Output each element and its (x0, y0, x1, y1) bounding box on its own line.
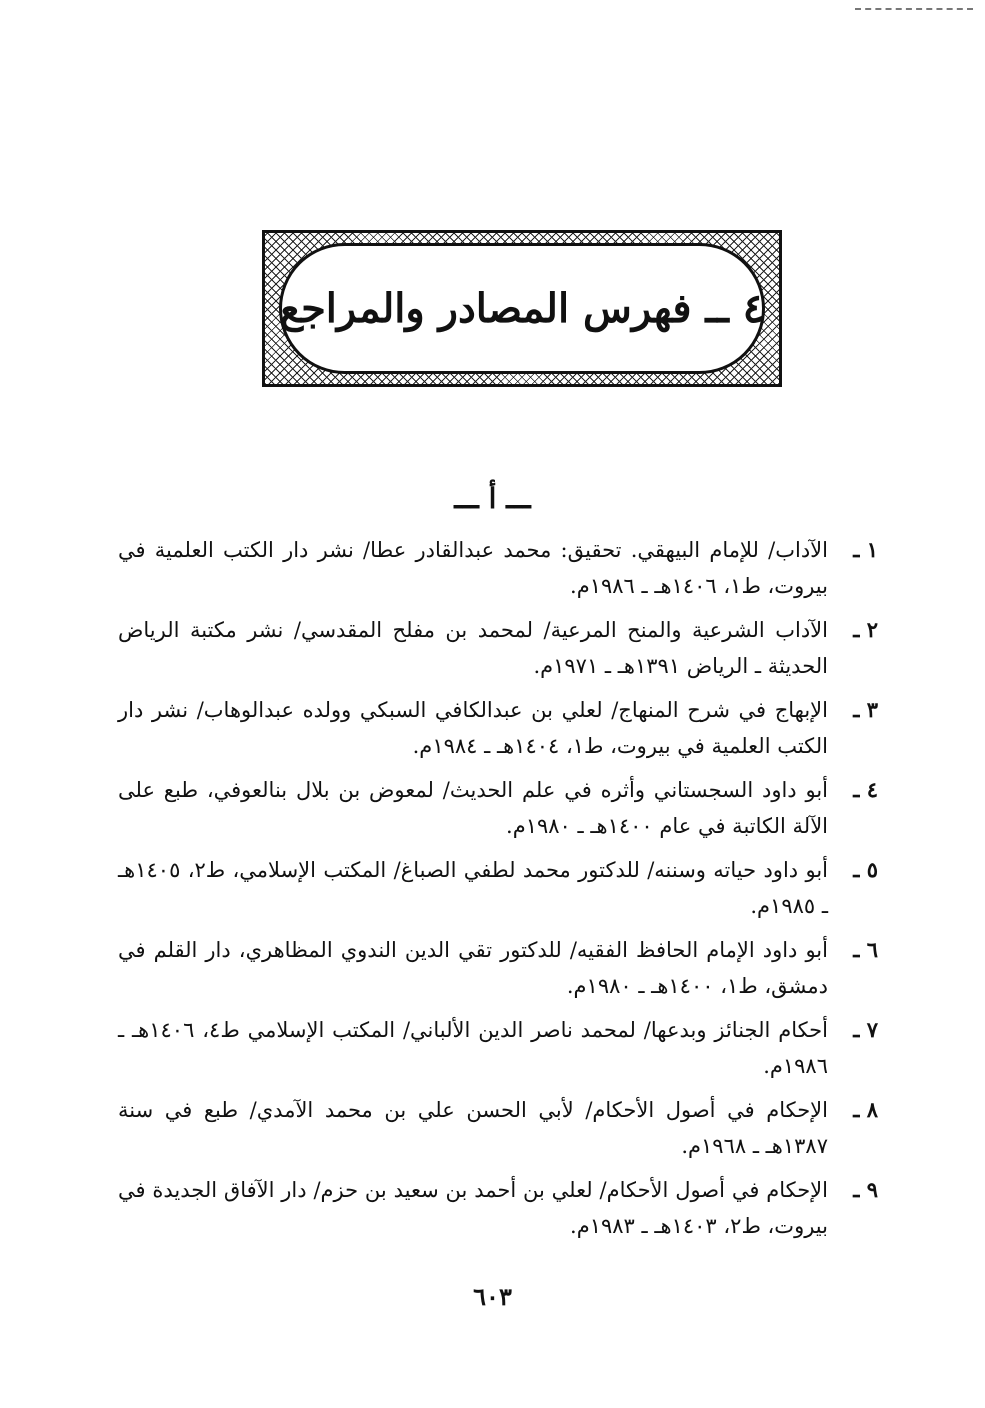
page-number: ٦٠٣ (473, 1282, 512, 1311)
entry-number: ٣ ـ (853, 697, 878, 722)
chapter-title-frame (262, 230, 782, 387)
bibliography-entry (118, 1092, 878, 1164)
entry-text: الإحكام في أصول الأحكام/ لأبي الحسن علي بن محمد الآمدي/ طبع في سنة ١٣٨٧هـ ـ ١٩٦٨م. (118, 1098, 828, 1158)
chapter-title-oval (279, 243, 765, 374)
bibliography-list (118, 532, 878, 1252)
entry-number: ٥ ـ (853, 857, 878, 882)
chapter-title: ٤ ــ فهرس المصادر والمراجع (279, 285, 765, 332)
bibliography-entry (118, 1172, 878, 1244)
entry-number: ٨ ـ (853, 1097, 878, 1122)
entry-text: الإبهاج في شرح المنهاج/ لعلي بن عبدالكافي السبكي وولده عبدالوهاب/ نشر دار الكتب العلمية في بيروت، ط١، ١٤٠٤هـ ـ ١٩٨٤م. (118, 698, 828, 758)
top-dashed-rule (855, 8, 973, 10)
bibliography-entry (118, 1012, 878, 1084)
entry-number: ١ ـ (853, 537, 878, 562)
entry-number: ٦ ـ (853, 937, 878, 962)
entry-text: الآداب الشرعية والمنح المرعية/ لمحمد بن مفلح المقدسي/ نشر مكتبة الرياض الحديثة ـ الرياض ١٣٩١هـ ـ ١٩٧١م. (118, 618, 828, 678)
bibliography-entry (118, 612, 878, 684)
entry-text: الإحكام في أصول الأحكام/ لعلي بن أحمد بن سعيد بن حزم/ دار الآفاق الجديدة في بيروت، ط٢، ١٤٠٣هـ ـ ١٩٨٣م. (118, 1178, 828, 1238)
entry-text: أبو داود السجستاني وأثره في علم الحديث/ لمعوض بن بلال بنالعوفي، طبع على الآلة الكاتبة في عام ١٤٠٠هـ ـ ١٩٨٠م. (118, 778, 828, 838)
entry-number: ٤ ـ (853, 777, 878, 802)
entry-text: أبو داود حياته وسننه/ للدكتور محمد لطفي الصباغ/ المكتب الإسلامي، ط٢، ١٤٠٥هـ ـ ١٩٨٥م. (118, 858, 828, 918)
entry-number: ٩ ـ (853, 1177, 878, 1202)
entry-number: ٢ ـ (853, 617, 878, 642)
letter-heading: ـــ أ ـــ (454, 482, 531, 515)
entry-text: أحكام الجنائز وبدعها/ لمحمد ناصر الدين الألباني/ المكتب الإسلامي ط٤، ١٤٠٦هـ ـ ١٩٨٦م. (118, 1018, 829, 1078)
bibliography-entry (118, 932, 878, 1004)
bibliography-entry (118, 772, 878, 844)
bibliography-entry (118, 532, 878, 604)
entry-text: الآداب/ للإمام البيهقي. تحقيق: محمد عبدالقادر عطا/ نشر دار الكتب العلمية في بيروت، ط١، ١٤٠٦هـ ـ ١٩٨٦م. (118, 538, 828, 598)
bibliography-entry (118, 852, 878, 924)
bibliography-entry (118, 692, 878, 764)
entry-text: أبو داود الإمام الحافظ الفقيه/ للدكتور تقي الدين الندوي المظاهري، دار القلم في دمشق، ط١، ١٤٠٠هـ ـ ١٩٨٠م. (118, 938, 828, 998)
entry-number: ٧ ـ (853, 1017, 878, 1042)
